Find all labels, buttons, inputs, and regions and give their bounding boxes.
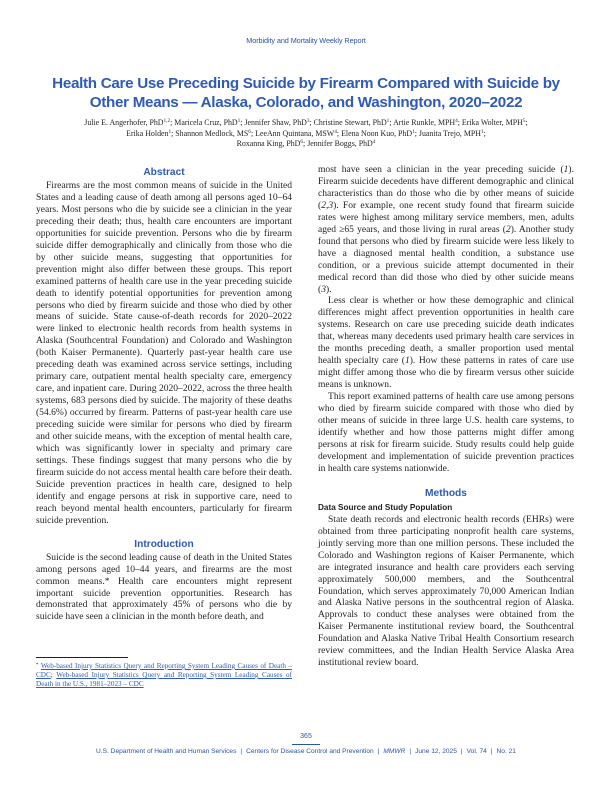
- author: LeeAnn Quintana, MSW: [255, 128, 335, 138]
- left-column: [36, 166, 292, 623]
- footnote-link-wisqars-leading-causes[interactable]: Web-based Injury Statistics Query and Reporting System Leading Causes of Death – CDC: [36, 662, 292, 679]
- footnote-separator: ;: [50, 671, 57, 679]
- introduction-paragraph-1: Suicide is the second leading cause of death in the United States among persons aged 10–44 years, and firearms are the most common means.* Health care encounters might represent important suicide prevention opportunities. Research has demonstrated that approximately 45% of persons who die by suicide have seen a clinician in the month before death, and: [36, 551, 292, 623]
- footnote-marker: *: [36, 663, 39, 668]
- author: Erika Holden: [126, 128, 169, 138]
- footer-hhs: U.S. Department of Health and Human Services: [96, 748, 237, 755]
- author: Juanita Trejo, MPH: [418, 128, 481, 138]
- introduction-paragraph-2: Less clear is whether or how these demographic and clinical differences might affect prevention opportunities in health care systems. Research on care use preceding suicide death indicates that, whereas many decedents used primary health care services in the months preceding death, a smaller proportion used mental health specialty care (1). How these patterns in rates of care use might differ among those who die by firearm versus other suicide means is unknown.: [318, 295, 574, 391]
- methods-paragraph-1: State death records and electronic health records (EHRs) were obtained from three participating nonprofit health care systems, jointly serving more than one million persons. These included the Colorado and Washington regions of Kaiser Permanente, which are integrated insurance and health care providers each serving approximately 500,000 members, and the Southcentral Foundation, which serves approximately 70,000 American Indian and Alaska Native persons in the southcentral region of Alaska. Approvals to conduct these analyses were obtained from the Kaiser Permanente institutional review board, the Southcentral Foundation and Alaska Native Tribal Health Consortium research review committees, and the Indian Health Service Alaska Area institutional review board.: [318, 513, 574, 669]
- introduction-heading: Introduction: [134, 538, 194, 550]
- introduction-paragraph-1-continued: most have seen a clinician in the year preceding suicide (1). Firearm suicide decedents have different demographic and clinical characteristics than do those who die by other means of suicide (2,3). For example, one recent study found that firearm suicide rates were highest among military service members, men, adults aged ≥65 years, and those living in rural areas (2). Another study found that persons who died by firearm suicide were less likely to have a diagnosed mental health condition, a substance use condition, or a previous suicide attempt documented in their medical record than did those who died by other suicide means (3).: [318, 164, 575, 295]
- affiliation: 5: [522, 118, 526, 124]
- affiliation: 3: [306, 118, 310, 124]
- author: Julie E. Angerhofer, PhD: [84, 118, 164, 127]
- author: Jennifer Boggs, PhD: [307, 139, 373, 149]
- page-number: 365: [300, 733, 312, 740]
- methods-heading: Methods: [425, 487, 467, 499]
- footnote: [36, 661, 292, 689]
- footnote-link-wisqars-1981-2023[interactable]: Web-based Injury Statistics Query and Reporting System Leading Causes of Death in the U.S., 1981–2023 – CDC: [36, 671, 293, 688]
- affiliation: 1,2: [163, 118, 171, 124]
- author: Artie Runkle, MPH: [393, 118, 456, 127]
- reference-link[interactable]: 3: [321, 283, 326, 295]
- affiliation: 1: [480, 128, 484, 135]
- journal-name: Morbidity and Mortality Weekly Report: [246, 36, 366, 45]
- affiliation: 4: [334, 128, 337, 135]
- author-list: Julie E. Angerhofer, PhD$^{1,2}$; Maricela Cruz, PhD$^1$; Jennifer Shaw, PhD$^3$; Christine Stewart, PhD$^1$; Artie Runkle, MPH$^4$; Erika Wolter, MPH$^5$; Erika Holden$^1$; Shannon Medlock, $MS^6$; LeeAnn Quintana, MSW$^4$; Elena Noon Kuo, PhD$^1$; Juanita Trejo, MPH$^1$; Roxanna King, PhD$^6$; Jennifer Boggs, PhD$^4$: [84, 118, 528, 149]
- author: Jennifer Shaw, PhD: [244, 118, 307, 127]
- affiliation: 6: [248, 128, 251, 135]
- page-footer: U.S. Department of Health and Human Services | Centers for Disease Control and Prevention | MMWR | June 12, 2025 | Vol. 74 | No. 21: [96, 748, 516, 755]
- author: Christine Stewart, PhD: [313, 118, 387, 127]
- abstract-text: Firearms are the most common means of suicide in the United States and a leading cause of death among all persons aged 10–64 years. Most persons who die by suicide see a clinician in the year preceding their death; thus, health care encounters are important opportunities for suicide prevention. Persons who die by firearm suicide differ demographically and clinically from those who die by other suicide means, suggesting that opportunities for prevention might also differ between these groups. This report examined patterns of health care use in the year preceding suicide death to identify potential opportunities for prevention among persons who died by firearm suicide and those who died by other means of suicide. State cause-of-death records for 2020–2022 were linked to electronic health records from health systems in Alaska (Southcentral Foundation) and Colorado and Washington (both Kaiser Permanente). Quarterly past-year health care use preceding death was examined across service settings, including primary care, outpatient mental health specialty care, emergency care, and inpatient care. During 2020–2022, across the three health systems, 683 persons died by suicide. The majority of these deaths (54.6%) occurred by firearm. Patterns of past-year health care use preceding suicide were similar for persons who died by firearm and other suicide means, with the exception of mental health care, which was significantly lower in specialty and primary care settings. These findings suggest that many persons who die by firearm suicide do not access mental health care before their death. Suicide prevention practices in health care, designed to help identify and engage persons at risk in supportive care, need to reach beyond mental health encounters, particularly for firearm suicide prevention.: [36, 180, 292, 526]
- title-line-2: Other Means — Alaska, Colorado, and Washington, 2020–2022: [89, 94, 523, 111]
- affiliation: 1: [168, 128, 172, 135]
- right-column: [318, 164, 574, 669]
- author: Maricela Cruz, PhD: [174, 118, 238, 127]
- footer-mmwr: MMWR: [383, 748, 406, 755]
- reference-link[interactable]: 2: [505, 223, 511, 235]
- footer-cdc: Centers for Disease Control and Prevention: [246, 748, 374, 755]
- article-title: [40, 74, 572, 112]
- affiliation: 4: [455, 118, 458, 124]
- introduction-paragraph-3: This report examined patterns of health care use among persons who died by firearm suicide compared with those who died by other means of suicide in three large U.S. health care systems, to identify whether and how those patterns might differ among persons at risk for firearm suicide. Study results could help guide development and implementation of suicide prevention practices in health care systems nationwide.: [318, 391, 574, 474]
- footer-volume: Vol. 74: [466, 748, 487, 755]
- methods-subheading: Data Source and Study Population: [318, 502, 453, 512]
- author: Roxanna King, PhD: [236, 139, 301, 149]
- affiliation: 6: [300, 139, 304, 146]
- reference-link[interactable]: 1: [563, 164, 569, 175]
- title-line-1: Health Care Use Preceding Suicide by Firearm Compared with Suicide by: [52, 75, 560, 92]
- footnote-divider: [36, 657, 128, 658]
- abstract-heading: Abstract: [143, 167, 185, 178]
- author: Shannon Medlock, MS: [175, 128, 249, 138]
- reference-link[interactable]: 2,3: [321, 199, 334, 211]
- affiliation: 1: [237, 118, 241, 124]
- page-number-rule: [292, 744, 320, 745]
- author: Elena Noon Kuo, PhD: [341, 128, 413, 138]
- author: Erika Wolter, MPH: [461, 118, 523, 127]
- reference-link[interactable]: 1: [404, 355, 410, 367]
- affiliation: 1: [412, 128, 415, 135]
- footer-issue: No. 21: [496, 748, 516, 755]
- affiliation: 1: [386, 118, 390, 124]
- footer-date: June 12, 2025: [415, 748, 457, 755]
- affiliation: 4: [372, 139, 376, 146]
